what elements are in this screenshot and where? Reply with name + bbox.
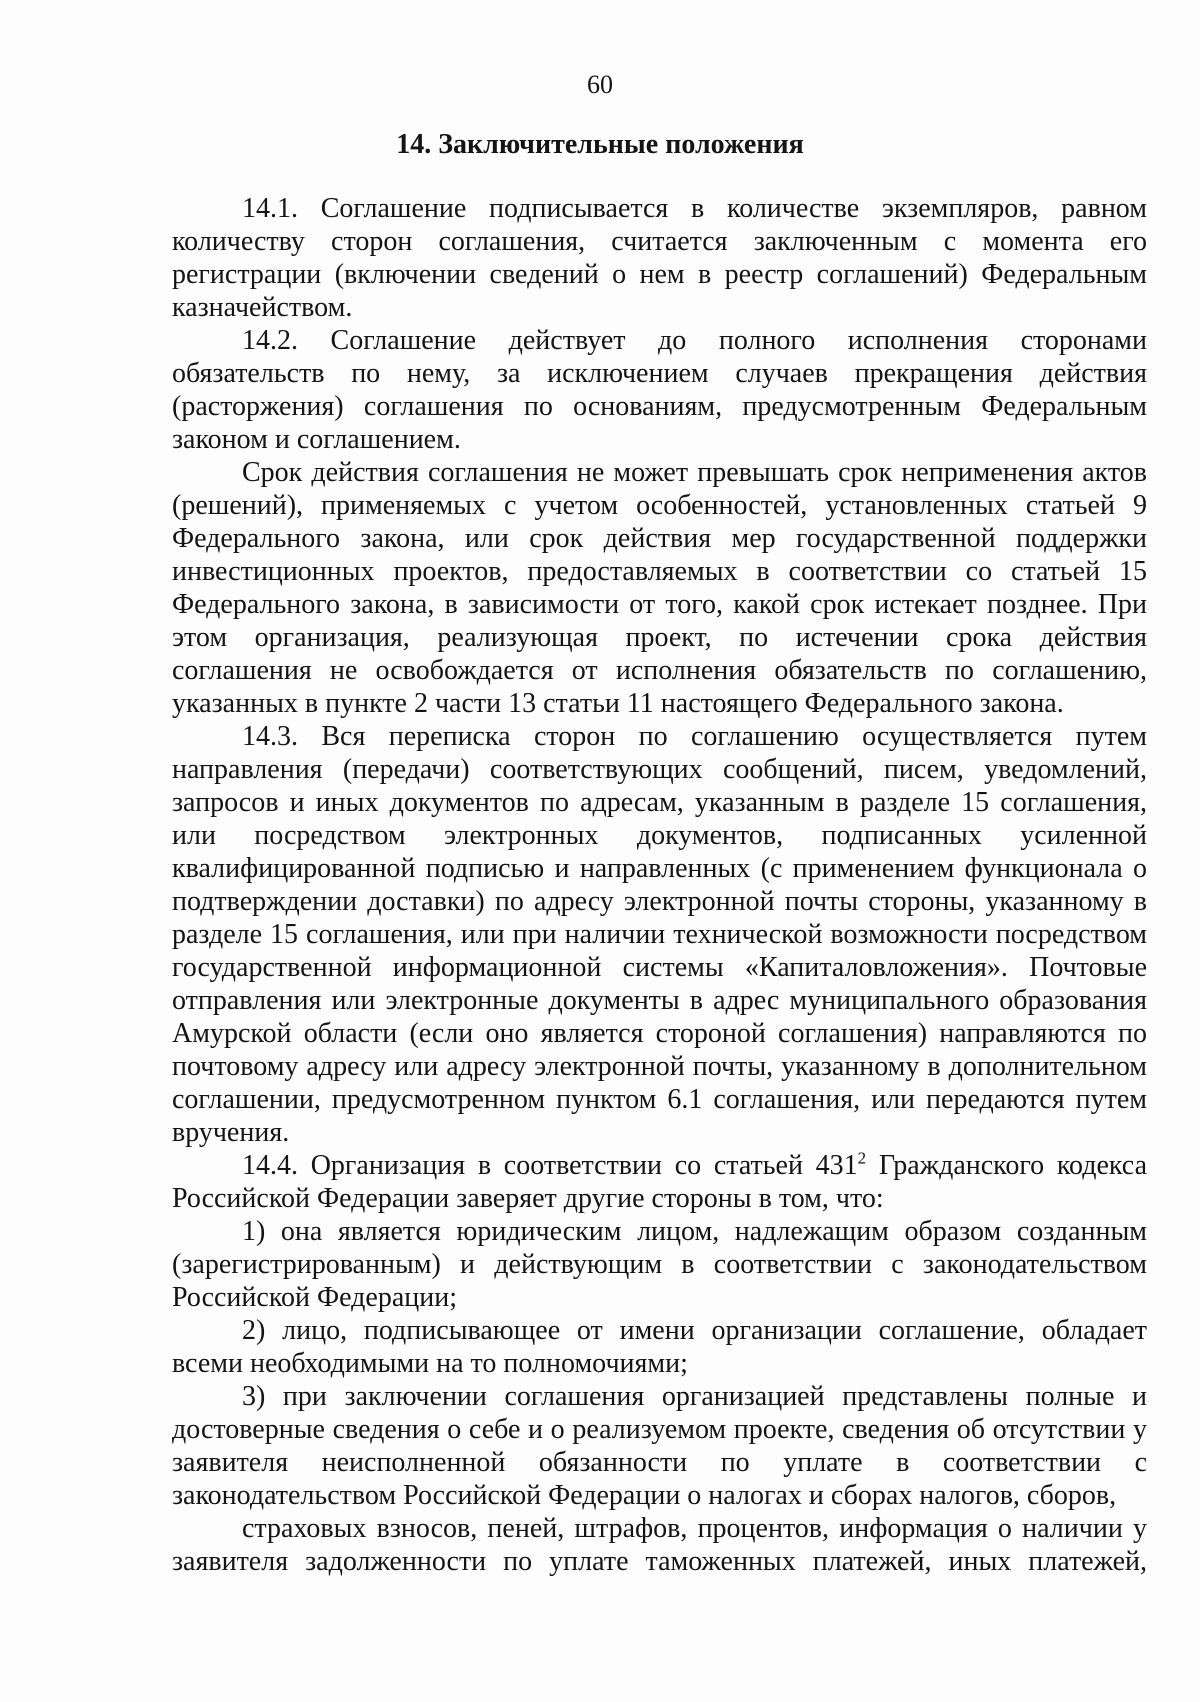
- section-title: 14. Заключительные положения: [396, 129, 804, 160]
- paragraph-14-2: 14.2. Соглашение действует до полного исполнения сторонами обязательств по нему, за исключением случаев прекращения действия (расторжения) соглашения по основаниям, предусмотренным Федеральным законом и соглашением.: [172, 325, 1147, 455]
- page-number: 60: [587, 70, 613, 99]
- paragraph-14-2-term: Срок действия соглашения не может превышать срок неприменения актов (решений), применяемых с учетом особенностей, установленных статьей 9 Федерального закона, или срок действия мер государственной поддержки инвестиционных проектов, предоставляемых в соответствии со статьей 15 Федерального закона, в зависимости от того, какой срок истекает позднее. При этом организация, реализующая проект, по истечении срока действия соглашения не освобождается от исполнения обязательств по соглашению, указанных в пункте 2 части 13 статьи 11 настоящего Федерального закона.: [172, 457, 1147, 719]
- paragraph-14-4-end: Гражданского кодекса Российской Федерации заверяет другие стороны в том, что:: [172, 1150, 1147, 1214]
- paragraph-14-3: 14.3. Вся переписка сторон по соглашению осуществляется путем направления (передачи) соответствующих сообщений, писем, уведомлений, запросов и иных документов по адресам, указанным в разделе 15 соглашения, или посредством электронных документов, подписанных усиленной квалифицированной подписью и направленных (с применением функционала о подтверждении доставки) по адресу электронной почты стороны, указанному в разделе 15 соглашения, или при наличии технической возможности посредством государственной информационной системы «Капиталовложения». Почтовые отправления или электронные документы в адрес муниципального образования Амурской области (если оно является стороной соглашения) направляются по почтовому адресу или адресу электронной почты, указанному в дополнительном соглашении, предусмотренном пунктом 6.1 соглашения, или передаются путем вручения.: [172, 721, 1147, 1148]
- list-item-1: 1) она является юридическим лицом, надлежащим образом созданным (зарегистрированным) и действующим в соответствии с законодательством Российской Федерации;: [172, 1216, 1147, 1313]
- list-item-3: 3) при заключении соглашения организацией представлены полные и достоверные сведения о себе и о реализуемом проекте, сведения об отсутствии у заявителя неисполненной обязанности по уплате в соответствии с законодательством Российской Федерации о налогах и сборах налогов, сборов,: [172, 1381, 1147, 1511]
- paragraph-14-4: [172, 1149, 1147, 1215]
- list-item-2: 2) лицо, подписывающее от имени организации соглашение, обладает всеми необходимыми на то полномочиями;: [172, 1315, 1147, 1379]
- paragraph-14-4-start: 14.4. Организация в соответствии со статьей 431: [242, 1150, 858, 1181]
- list-item-3-continuation: страховых взносов, пеней, штрафов, процентов, информация о наличии у заявителя задолженности по уплате таможенных платежей, иных платежей,: [172, 1513, 1147, 1577]
- article-superscript: 2: [857, 1148, 867, 1168]
- paragraph-14-1: 14.1. Соглашение подписывается в количестве экземпляров, равном количеству сторон соглашения, считается заключенным с момента его регистрации (включении сведений о нем в реестр соглашений) Федеральным казначейством.: [172, 193, 1147, 323]
- document-body: [172, 192, 1147, 1578]
